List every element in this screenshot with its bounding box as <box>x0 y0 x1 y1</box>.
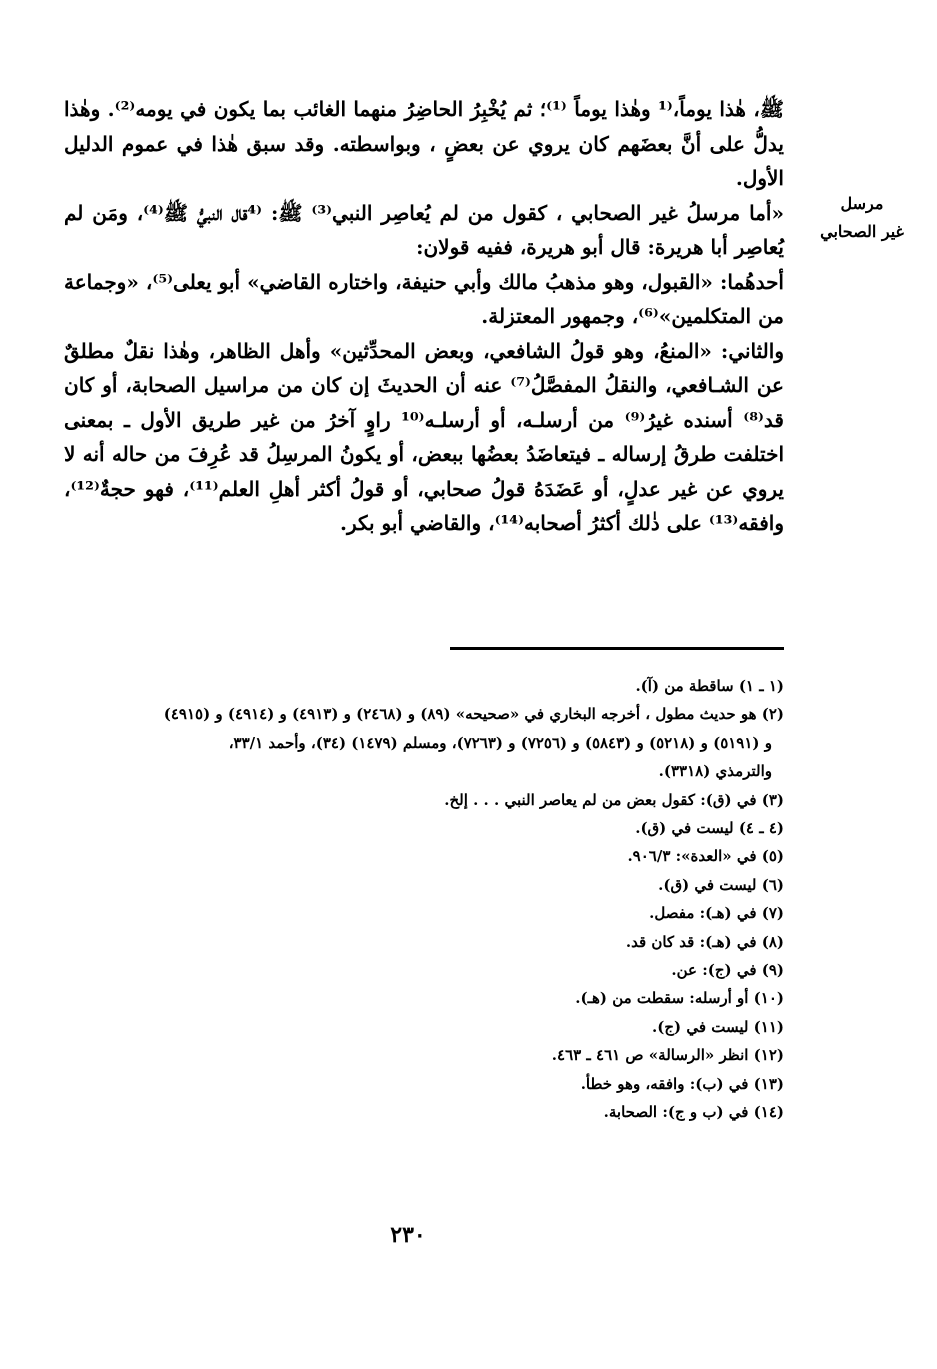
footnotes <box>64 672 784 1127</box>
paragraph-3: أحدهُما: «القبول، وهو مذهبُ مالك وأبي حنيفة، واختاره القاضي» أبو يعلى⁽⁵⁾، «وجماعة من المتكلمين»⁽⁶⁾، وجمهور المعتزلة. <box>64 269 784 328</box>
footnote-10: (١٠) أو أرسله: سقطت من (هـ). <box>575 989 784 1008</box>
paragraph-4: والثاني: «المنعُ، وهو قولُ الشافعي، وبعض المحدِّثين» وأهل الظاهر، وهٰذا نقلٌ مطلقٌ عن الشـافعي، والنقلُ المفصَّلُ⁽⁷⁾ عنه أن الحديثَ إن كان من مراسيل الصحابة، أو كان قد⁽⁸⁾ أسنده غيرُ⁽⁹⁾ من أرسلـه، أو أرسلـه⁽¹⁰ راوٍ آخرُ من غير طريق الأول ـ بمعنى اختلفت طرقُ إرساله ـ فيتعاضَدُ بعضُها ببعض، أو يكونُ المرسِلُ قد عُرِفَ من حاله أنه لا يروي عن غير عدلٍ، أو عَضَدَهُ قولُ صحابي، أو قولُ أكثر أهلِ العلم⁽¹¹⁾، فهو حجةٌ⁽¹²⁾، وافقه⁽¹³⁾ على ذٰلك أكثرُ أصحابه⁽¹⁴⁾، والقاضي أبو بكر. <box>64 338 785 535</box>
footnote-11: (١١) ليست في (ج). <box>652 1017 784 1036</box>
footnote-1: (١ ـ ١) ساقطة من (آ). <box>635 677 784 695</box>
footnote-2-continued-2: والترمذي (٣٣١٨). <box>658 762 772 781</box>
footnote-2-continued: و (٥١٩١) و (٥٢١٨) و (٥٨٤٣) و (٧٢٥٦) و (٧٢٦٣)، ومسلم (١٤٧٩) (٣٤)، وأحمد ٣٣/١، <box>228 733 772 752</box>
main-text <box>64 92 784 541</box>
footnote-5: (٥) في «العدة»: ٩٠٦/٣. <box>627 847 784 866</box>
footnote-13: (١٣) في (ب): وافقه، وهو خطأ. <box>580 1074 784 1093</box>
paragraph-1: ﷺ، هٰذا يوماً،⁽¹ وهٰذا يوماً ⁽¹⁾؛ ثم يُخْبِرُ الحاضِرُ منهما الغائب بما يكون في يومه⁽²⁾. وهٰذا يدلُّ على أنَّ بعضَهم كان يروي عن بعضٍ ، وبواسطته. وقد سبق هٰذا في عموم الدليل الأول. <box>64 97 784 190</box>
footnote-separator <box>450 647 784 650</box>
footnote-8: (٨) في (هـ): قد كان قد. <box>625 932 784 951</box>
footnote-4: (٤ ـ ٤) ليست في (ق). <box>635 819 784 838</box>
footnote-7: (٧) في (هـ): مفصل. <box>649 904 784 923</box>
margin-heading-line-2: غير الصحابي <box>820 222 904 241</box>
paragraph-2: «أما مرسلُ غير الصحابي ، كقول من لم يُعاصِر النبي⁽³⁾ ﷺ: ⁽⁴قال النبيُّ ﷺ⁽⁴⁾، ومَن لم يُعاصِر أبا هريرة: قال أبو هريرة، ففيه قولان: <box>64 200 784 259</box>
footnote-9: (٩) في (ج): عن. <box>671 961 784 980</box>
footnote-14: (١٤) في (ب و ج): الصحابة. <box>603 1103 784 1122</box>
page-number: ٢٣٠ <box>390 1222 426 1248</box>
footnote-6: (٦) ليست في (ق). <box>658 875 784 894</box>
footnote-12: (١٢) انظر «الرسالة» ص ٤٦١ ـ ٤٦٣. <box>551 1046 784 1065</box>
margin-heading-line-1: مرسل <box>840 194 884 213</box>
margin-heading <box>812 190 912 246</box>
footnote-2: (٢) هو حديث مطول ، أخرجه البخاري في «صحيحه» (٨٩) و (٢٤٦٨) و (٤٩١٣) و (٤٩١٤) و (٤٩١٥) <box>163 705 784 724</box>
footnote-3: (٣) في (ق): كقول بعض من لم يعاصر النبي . . . إلخ. <box>444 790 784 809</box>
